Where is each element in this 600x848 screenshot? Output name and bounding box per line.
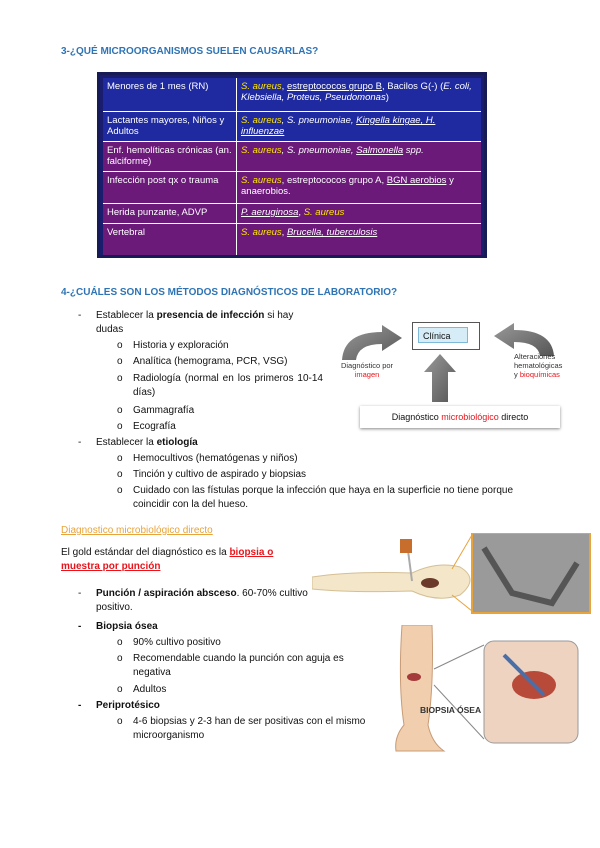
row-organisms: S. aureus, Brucella, tuberculosis	[241, 227, 378, 238]
row-organisms: P. aeruginosa, S. aureus	[241, 207, 345, 218]
table-row	[103, 171, 481, 203]
list-item-biopsia: - Biopsia ósea	[96, 620, 158, 634]
list-item: o Tinción y cultivo de aspirado y biopsias	[133, 468, 513, 482]
row-label: Lactantes mayores, Niños y Adultos	[103, 112, 237, 141]
bone-puncture-illustration	[312, 533, 592, 618]
row-organisms: S. aureus, S. pneumoniae, Salmonella spp.	[241, 145, 424, 156]
row-label: Vertebral	[103, 224, 237, 255]
list-item: o Radiología (normal en los primeros 10-14 días)	[133, 372, 323, 400]
list-item: o Ecografía	[133, 420, 323, 434]
list-item-periprotesico: - Periprotésico	[96, 699, 160, 713]
list-item-puncion: - Punción / aspiración absceso. 60-70% cultivo positivo.	[96, 587, 318, 615]
table-row	[103, 141, 481, 171]
clinica-box	[412, 322, 480, 350]
wound-icon	[407, 673, 421, 681]
clinica-label: Clínica	[418, 327, 468, 343]
arrow-left-icon	[342, 325, 402, 360]
microorganism-table	[97, 72, 487, 258]
row-label: Menores de 1 mes (RN)	[103, 78, 237, 111]
row-label: Infección post qx o trauma	[103, 172, 237, 203]
section4-heading: 4-¿CUÁLES SON LOS MÉTODOS DIAGNÓSTICOS DE LABORATORIO?	[61, 287, 398, 298]
section3-heading: 3-¿QUÉ MICROORGANISMOS SUELEN CAUSARLAS?	[61, 46, 319, 57]
list-item: o 4-6 biopsias y 2-3 han de ser positivas con el mismo microorganismo	[133, 715, 373, 743]
list-item-presence: - Establecer la presencia de infección si hay dudas	[96, 309, 320, 337]
list-item-etiology: - Establecer la etiología	[96, 436, 320, 450]
list-item: o Recomendable cuando la punción con aguja es negativa	[133, 652, 373, 680]
list-item: o 90% cultivo positivo	[133, 636, 373, 650]
table-row	[103, 203, 481, 223]
gold-standard-text: El gold estándar del diagnóstico es la biopsia o muestra por punción	[61, 547, 274, 572]
list-item: o Hemocultivos (hematógenas y niños)	[133, 452, 513, 466]
row-organisms: S. aureus, S. pneumoniae, Kingella kingae, H. influenzae	[241, 115, 436, 137]
row-label: Enf. hemolíticas crónicas (an. falciforme)	[103, 142, 237, 171]
list-item: o Analítica (hemograma, PCR, VSG)	[133, 355, 323, 369]
microbiologico-box: Diagnóstico microbiológico directo	[360, 406, 560, 428]
list-item: o Adultos	[133, 683, 373, 697]
table-row	[103, 111, 481, 141]
list-item: o Historia y exploración	[133, 339, 323, 353]
arrow-up-icon	[424, 354, 456, 402]
list-item: o Gammagrafía	[133, 404, 323, 418]
row-organisms: S. aureus, estreptococos grupo A, BGN aerobios y anaerobios.	[241, 175, 454, 197]
alteraciones-label: Alteraciones hematológicas y bioquímicas	[514, 352, 563, 379]
table-row	[103, 223, 481, 255]
syringe-icon	[400, 539, 412, 553]
imagen-label: Diagnóstico por imagen	[340, 361, 394, 379]
list-item: o Cuidado con las fístulas porque la infección que haya en la superficie no tiene porque coincidir con la del hueso.	[133, 484, 513, 512]
row-label: Herida punzante, ADVP	[103, 204, 237, 223]
table-row	[103, 78, 481, 111]
figure-label: BIOPSIA ÓSEA	[420, 705, 482, 715]
row-organisms: S. aureus, estreptococos grupo B, Bacilos G(-) (E. coli, Klebsiella, Proteus, Pseudomonas)	[241, 81, 472, 103]
infection-site-icon	[421, 578, 439, 588]
section5-heading: Diagnostico microbiológico directo	[61, 525, 213, 536]
leg-biopsy-illustration	[384, 625, 584, 760]
